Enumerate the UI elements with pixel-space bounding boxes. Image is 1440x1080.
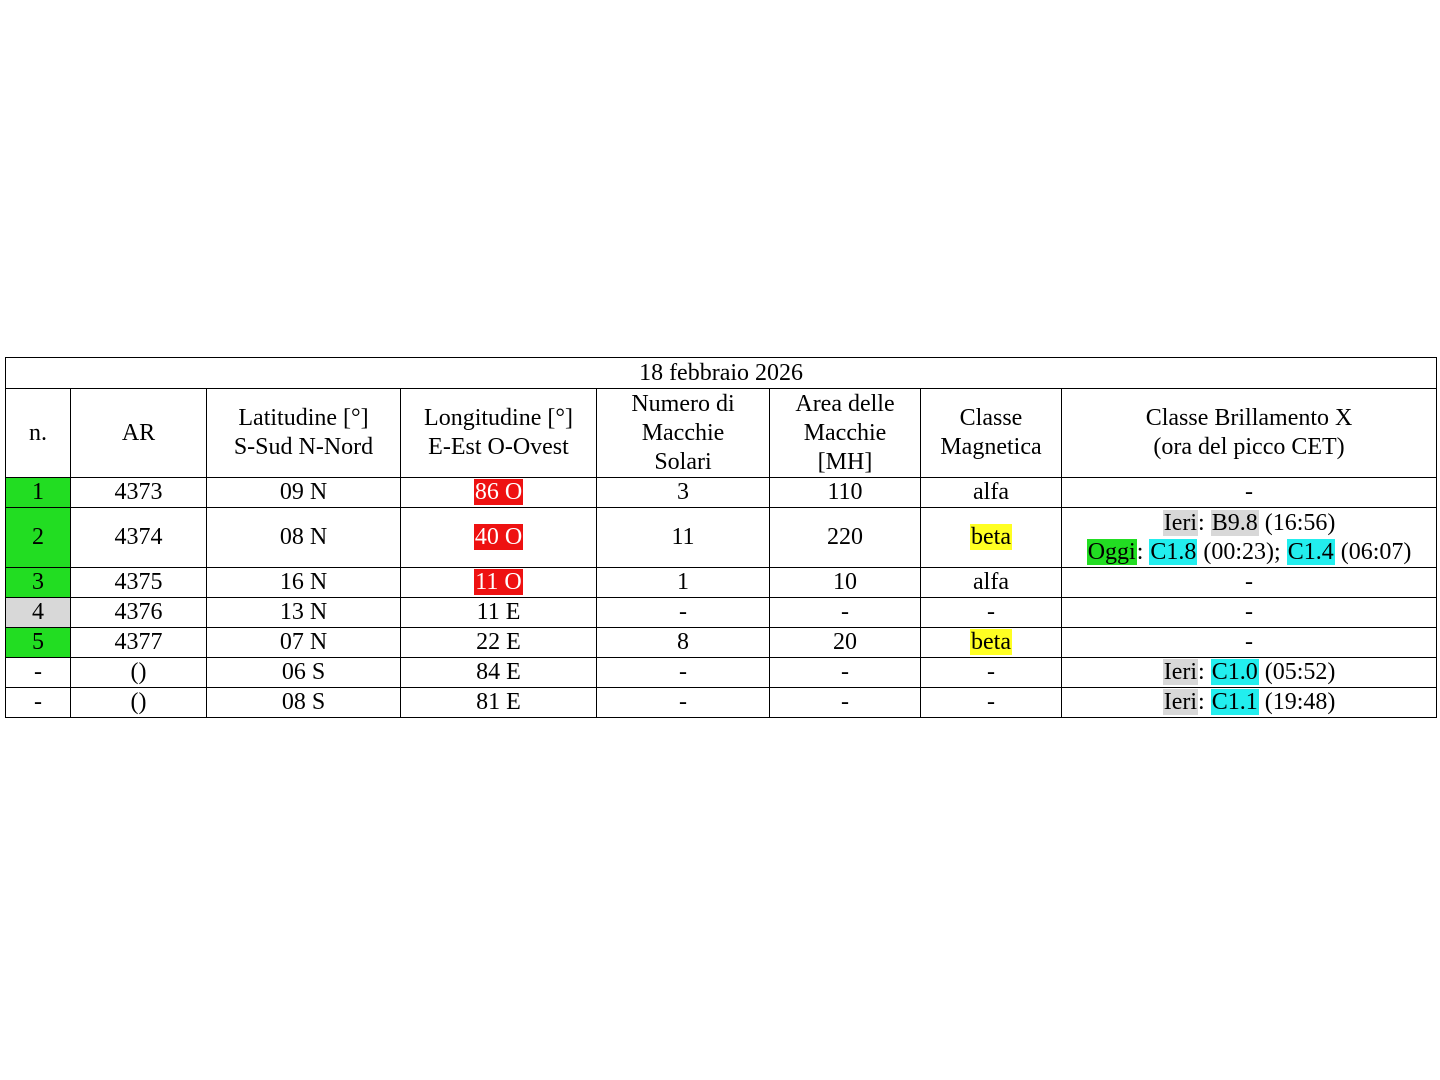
header-flare-line2: (ora del picco CET) [1153,434,1345,460]
row-number-cell [6,598,71,628]
header-row [6,389,1437,478]
title-row [6,358,1437,389]
table-row [6,568,1437,598]
row-number: - [34,689,42,715]
magnetic-class-cell [921,478,1062,508]
table-title: 18 febbraio 2026 [6,358,1437,389]
flare-value: - [1245,479,1254,505]
magnetic-class-value: alfa [973,569,1009,595]
flare-cell [1062,628,1437,658]
latitude-cell [207,598,401,628]
flare-cell [1062,478,1437,508]
row-number: 1 [32,479,44,505]
latitude-value: 08 S [281,689,326,715]
magnetic-class-value: - [987,689,995,715]
area-cell [770,478,921,508]
latitude-value: 09 N [279,479,328,505]
area-cell [770,508,921,568]
flare-value: - [1245,599,1254,625]
area-value: - [841,689,849,715]
latitude-value: 13 N [279,599,328,625]
area-value: 10 [833,569,857,595]
area-cell [770,658,921,688]
flare-peak-time: (00:23); [1197,538,1287,565]
header-n [6,389,71,478]
flare-class-badge: C1.1 [1211,689,1258,715]
sunspots-cell [597,628,770,658]
area-value: 110 [827,479,863,505]
ar-cell [71,628,207,658]
flare-cell [1062,658,1437,688]
flare-value: - [1245,569,1254,595]
sunspots-cell [597,568,770,598]
row-number-cell [6,628,71,658]
table-row [6,478,1437,508]
sunspots-cell [597,598,770,628]
header-sunspots [597,389,770,478]
flare-class-badge: C1.8 [1150,538,1197,565]
flare-separator: : [1136,538,1150,565]
table-row [6,508,1437,568]
table-body [6,478,1437,718]
flare-peak-time: (06:07) [1334,538,1412,565]
flare-peak-time: (05:52) [1258,659,1336,685]
header-latitude-line1: Latitudine [°] [238,405,369,431]
header-longitude [401,389,597,478]
header-longitude-line2: E-Est O-Ovest [428,434,569,460]
header-flare-class [1062,389,1437,478]
table-row [6,688,1437,718]
area-value: 220 [827,524,863,550]
flare-day-label: Ieri [1163,689,1198,715]
magnetic-class-cell [921,658,1062,688]
ar-cell [71,478,207,508]
flare-class-badge: B9.8 [1211,509,1258,536]
magnetic-class-cell [921,508,1062,568]
header-area [770,389,921,478]
flare-class-badge: C1.4 [1287,538,1334,565]
ar-value: 4374 [114,524,163,550]
longitude-value: 84 E [476,659,521,685]
header-area-line3: [MH] [817,448,873,475]
area-value: - [841,599,849,625]
ar-cell [71,658,207,688]
sunspots-value: 3 [677,479,689,505]
magnetic-class-value: beta [971,629,1011,655]
header-latitude-line2: S-Sud N-Nord [233,434,374,460]
area-cell [770,598,921,628]
flare-line [1062,538,1436,567]
header-area-line1: Area delle [795,390,895,417]
table-row [6,598,1437,628]
flare-peak-time: (16:56) [1258,509,1336,536]
ar-value: 4375 [114,569,163,595]
flare-line [1062,509,1436,538]
magnetic-class-cell [921,598,1062,628]
header-latitude [207,389,401,478]
longitude-cell [401,568,597,598]
sunspots-value: 8 [677,629,689,655]
ar-value: () [130,689,147,715]
magnetic-class-value: beta [971,524,1011,550]
header-sunspots-line3: Solari [654,448,712,475]
latitude-value: 16 N [279,569,328,595]
flare-separator: : [1198,689,1211,715]
latitude-cell [207,688,401,718]
row-number: 2 [32,524,44,550]
longitude-cell [401,508,597,568]
ar-value: 4373 [114,479,163,505]
magnetic-class-cell [921,688,1062,718]
flare-day-label: Ieri [1163,509,1198,536]
latitude-cell [207,508,401,568]
longitude-cell [401,598,597,628]
longitude-value: 11 O [475,569,522,595]
flare-cell [1062,688,1437,718]
latitude-cell [207,568,401,598]
flare-cell [1062,568,1437,598]
sunspots-value: - [679,599,687,625]
longitude-cell [401,658,597,688]
header-ar-label: AR [121,419,156,446]
header-ar [71,389,207,478]
latitude-value: 07 N [279,629,328,655]
sunspots-value: 11 [671,524,695,550]
flare-line [1062,688,1436,717]
longitude-cell [401,478,597,508]
longitude-cell [401,628,597,658]
magnetic-class-cell [921,568,1062,598]
longitude-value: 40 O [474,524,523,550]
magnetic-class-value: - [987,659,995,685]
header-magnetic-line2: Magnetica [940,434,1042,460]
longitude-cell [401,688,597,718]
header-flare-line1: Classe Brillamento X [1145,405,1353,431]
header-magnetic-line1: Classe [959,405,1023,431]
flare-day-label: Oggi [1087,538,1136,565]
longitude-value: 86 O [474,479,523,505]
ar-cell [71,508,207,568]
active-regions-table [5,357,1437,718]
ar-value: 4377 [114,629,163,655]
sunspots-cell [597,688,770,718]
ar-value: () [130,659,147,685]
flare-line [1062,658,1436,687]
row-number-cell [6,658,71,688]
header-n-label: n. [29,419,47,446]
table-row [6,628,1437,658]
longitude-value: 22 E [476,629,521,655]
sunspots-value: - [679,689,687,715]
ar-cell [71,568,207,598]
sunspots-cell [597,478,770,508]
flare-day-label: Ieri [1163,659,1198,685]
flare-value: - [1245,629,1254,655]
ar-cell [71,598,207,628]
row-number: - [34,659,42,685]
area-cell [770,628,921,658]
ar-value: 4376 [114,599,163,625]
row-number: 4 [32,599,44,625]
sunspots-cell [597,658,770,688]
flare-cell [1062,508,1437,568]
header-longitude-line1: Longitudine [°] [424,405,573,431]
row-number-cell [6,478,71,508]
ar-cell [71,688,207,718]
row-number: 3 [32,569,44,595]
flare-separator: : [1198,659,1211,685]
area-cell [770,688,921,718]
header-sunspots-line1: Numero di [631,390,735,417]
longitude-value: 11 E [476,599,521,625]
row-number: 5 [32,629,44,655]
header-magnetic-class [921,389,1062,478]
flare-separator: : [1198,509,1211,536]
header-sunspots-line2: Macchie [641,419,725,446]
longitude-value: 81 E [476,689,521,715]
magnetic-class-value: - [987,599,995,625]
latitude-value: 08 N [279,524,328,550]
header-area-line2: Macchie [803,419,887,446]
sunspots-value: 1 [677,569,689,595]
latitude-cell [207,628,401,658]
table-row [6,658,1437,688]
latitude-cell [207,478,401,508]
magnetic-class-value: alfa [973,479,1009,505]
area-value: - [841,659,849,685]
magnetic-class-cell [921,628,1062,658]
flare-peak-time: (19:48) [1258,689,1336,715]
area-value: 20 [833,629,857,655]
sunspots-value: - [679,659,687,685]
flare-class-badge: C1.0 [1211,659,1258,685]
row-number-cell [6,508,71,568]
row-number-cell [6,568,71,598]
sunspots-cell [597,508,770,568]
flare-cell [1062,598,1437,628]
latitude-value: 06 S [281,659,326,685]
row-number-cell [6,688,71,718]
latitude-cell [207,658,401,688]
area-cell [770,568,921,598]
